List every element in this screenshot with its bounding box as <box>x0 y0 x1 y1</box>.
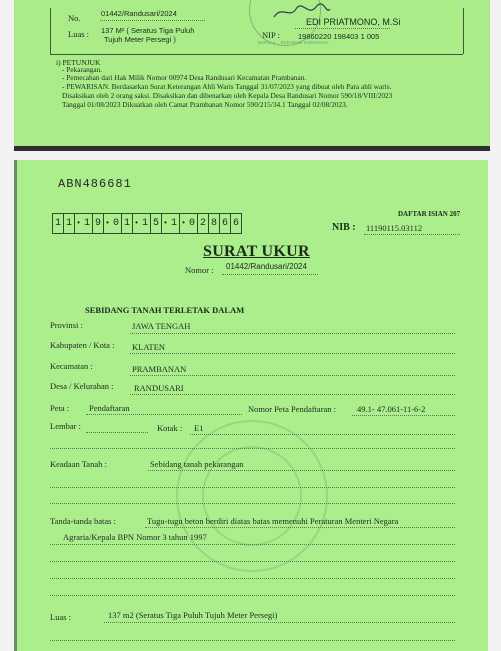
code-digit: 9 <box>93 214 104 233</box>
code-digit: 0 <box>111 214 122 233</box>
document-title: SURAT UKUR <box>203 243 310 260</box>
petunjuk-line-5: Tanggal 01/08/2023 Dikuatkan oleh Camat Prambanan Nomor 590/215/34.1 Tanggal 02/08/2023. <box>62 100 348 109</box>
nomor-value: 01442/Randusari/2024 <box>226 262 307 271</box>
code-separator: • <box>163 219 168 228</box>
tanda-dots-2 <box>50 544 455 545</box>
main-document-left-edge <box>14 160 17 651</box>
top-luas-label: Luas : <box>68 29 90 39</box>
blank-line-7 <box>50 640 455 641</box>
code-digit: 1 <box>64 214 75 233</box>
tanda-dots-1 <box>145 527 455 528</box>
top-luas-value-line1: 137 M² ( Seratus Tiga Puluh <box>101 26 195 35</box>
code-digit: 1 <box>169 214 180 233</box>
luas-dots <box>104 622 455 623</box>
luas-value: 137 m2 (Seratus Tiga Puluh Tujuh Meter Persegi) <box>108 610 278 620</box>
keadaan-tanah-label: Keadaan Tanah : <box>50 459 107 469</box>
nib-value: 11190115.03112 <box>366 223 423 233</box>
keadaan-dots <box>148 470 455 471</box>
signer-name-dots <box>295 28 390 29</box>
kecamatan-dots <box>130 375 455 376</box>
nomor-peta-value: 49.1- 47.061-11-6-2 <box>357 404 426 414</box>
top-frame-line-bottom <box>50 54 463 55</box>
kecamatan-value: PRAMBANAN <box>132 364 187 374</box>
petunjuk-title: i) PETUNJUK <box>56 58 101 67</box>
top-frame-line-left <box>50 8 51 54</box>
code-separator: • <box>181 219 186 228</box>
peta-value: Pendaftaran <box>89 403 130 413</box>
lembar-dots <box>86 432 148 433</box>
peta-label: Peta : <box>50 403 70 413</box>
serial-number: ABN486681 <box>58 177 132 191</box>
desa-dots <box>130 394 455 395</box>
tanda-batas-label: Tanda-tanda batas : <box>50 516 116 526</box>
nib-label: NIB : <box>332 222 356 233</box>
top-no-dots <box>100 20 205 21</box>
code-digit: 1 <box>140 214 151 233</box>
blank-line-1 <box>50 448 455 449</box>
code-digit: 5 <box>151 214 162 233</box>
top-no-value: 01442/Randusari/2024 <box>101 9 177 18</box>
nip-value: 19860220 198403 1 005 <box>298 32 380 41</box>
peta-dots <box>86 414 242 415</box>
blank-line-2 <box>50 487 455 488</box>
petunjuk-line-3: - PEWARISAN. Berdasarkan Surat Keterangan Ahli Waris Tanggal 31/07/2023 yang dibuat oleh Para ahli waris. <box>62 82 392 91</box>
code-digit: 6 <box>220 214 231 233</box>
signer-name: EDI PRIATMONO, M.Si <box>306 17 401 27</box>
lembar-label: Lembar : <box>50 421 81 431</box>
code-digit: 0 <box>187 214 198 233</box>
petunjuk-line-2: - Pemecahan dari Hak Milik Nomor 00974 Desa Randusari Kecamatan Prambanan. <box>62 73 307 82</box>
top-frame-line-right <box>463 8 464 54</box>
official-stamp-text: KEPALA ... REPUBLIK INDONESIA <box>258 40 329 45</box>
desa-value: RANDUSARI <box>134 383 184 393</box>
kabupaten-dots <box>130 353 455 354</box>
nomor-peta-dots <box>352 415 455 416</box>
desa-label: Desa / Kelurahan : <box>50 381 114 391</box>
tanda-batas-value-line1: Tugu-tugu beton berdiri diatas batas memenuhi Peraturan Menteri Negara <box>147 516 399 526</box>
keadaan-tanah-value: Sebidang tanah pekarangan <box>150 459 244 469</box>
code-boxes <box>52 213 242 234</box>
section-title: SEBIDANG TANAH TERLETAK DALAM <box>85 305 245 315</box>
petunjuk-line-1: - Pekarangan. <box>62 65 103 74</box>
petunjuk-line-4: Disaksikan oleh 2 orang saksi. Disaksikan dan dibenarkan oleh Kepala Desa Randusari Nomor 590/18/VIII/2023 <box>62 91 393 100</box>
nomor-label: Nomor : <box>185 265 214 275</box>
provinsi-label: Provinsi : <box>50 320 83 330</box>
code-digit: 1 <box>122 214 133 233</box>
provinsi-dots <box>130 333 455 334</box>
nip-label: NIP : <box>262 30 280 40</box>
tanda-batas-value-line2: Agraria/Kepala BPN Nomor 3 tahun 1997 <box>63 532 207 542</box>
top-no-label: No. <box>68 13 81 23</box>
code-digit: 6 <box>232 218 239 229</box>
top-luas-value-line2: Tujuh Meter Persegi ) <box>104 35 176 44</box>
luas-label: Luas : <box>50 612 72 622</box>
kotak-dots <box>190 434 455 435</box>
blank-line-3 <box>50 503 455 504</box>
kecamatan-label: Kecamatan : <box>50 361 93 371</box>
top-document-bottom-edge <box>14 146 490 151</box>
code-digit: 8 <box>209 214 220 233</box>
kabupaten-value: KLATEN <box>132 342 166 352</box>
nib-dots <box>364 234 460 235</box>
code-separator: • <box>134 219 139 228</box>
code-digit: 2 <box>198 214 209 233</box>
code-separator: • <box>105 219 110 228</box>
code-separator: • <box>76 219 81 228</box>
nomor-dots <box>222 274 318 275</box>
nomor-peta-label: Nomor Peta Pendaftaran : <box>248 404 337 414</box>
kabupaten-label: Kabupaten / Kota : <box>50 340 115 350</box>
provinsi-value: JAWA TENGAH <box>132 321 191 331</box>
kotak-value: E1 <box>194 423 204 433</box>
kotak-label: Kotak : <box>157 423 183 433</box>
code-digit: 1 <box>53 214 64 233</box>
blank-line-4 <box>50 561 455 562</box>
blank-line-5 <box>50 578 455 579</box>
blank-line-6 <box>50 595 455 596</box>
code-digit: 1 <box>82 214 93 233</box>
daftar-isian-label: DAFTAR ISIAN 207 <box>398 210 461 218</box>
